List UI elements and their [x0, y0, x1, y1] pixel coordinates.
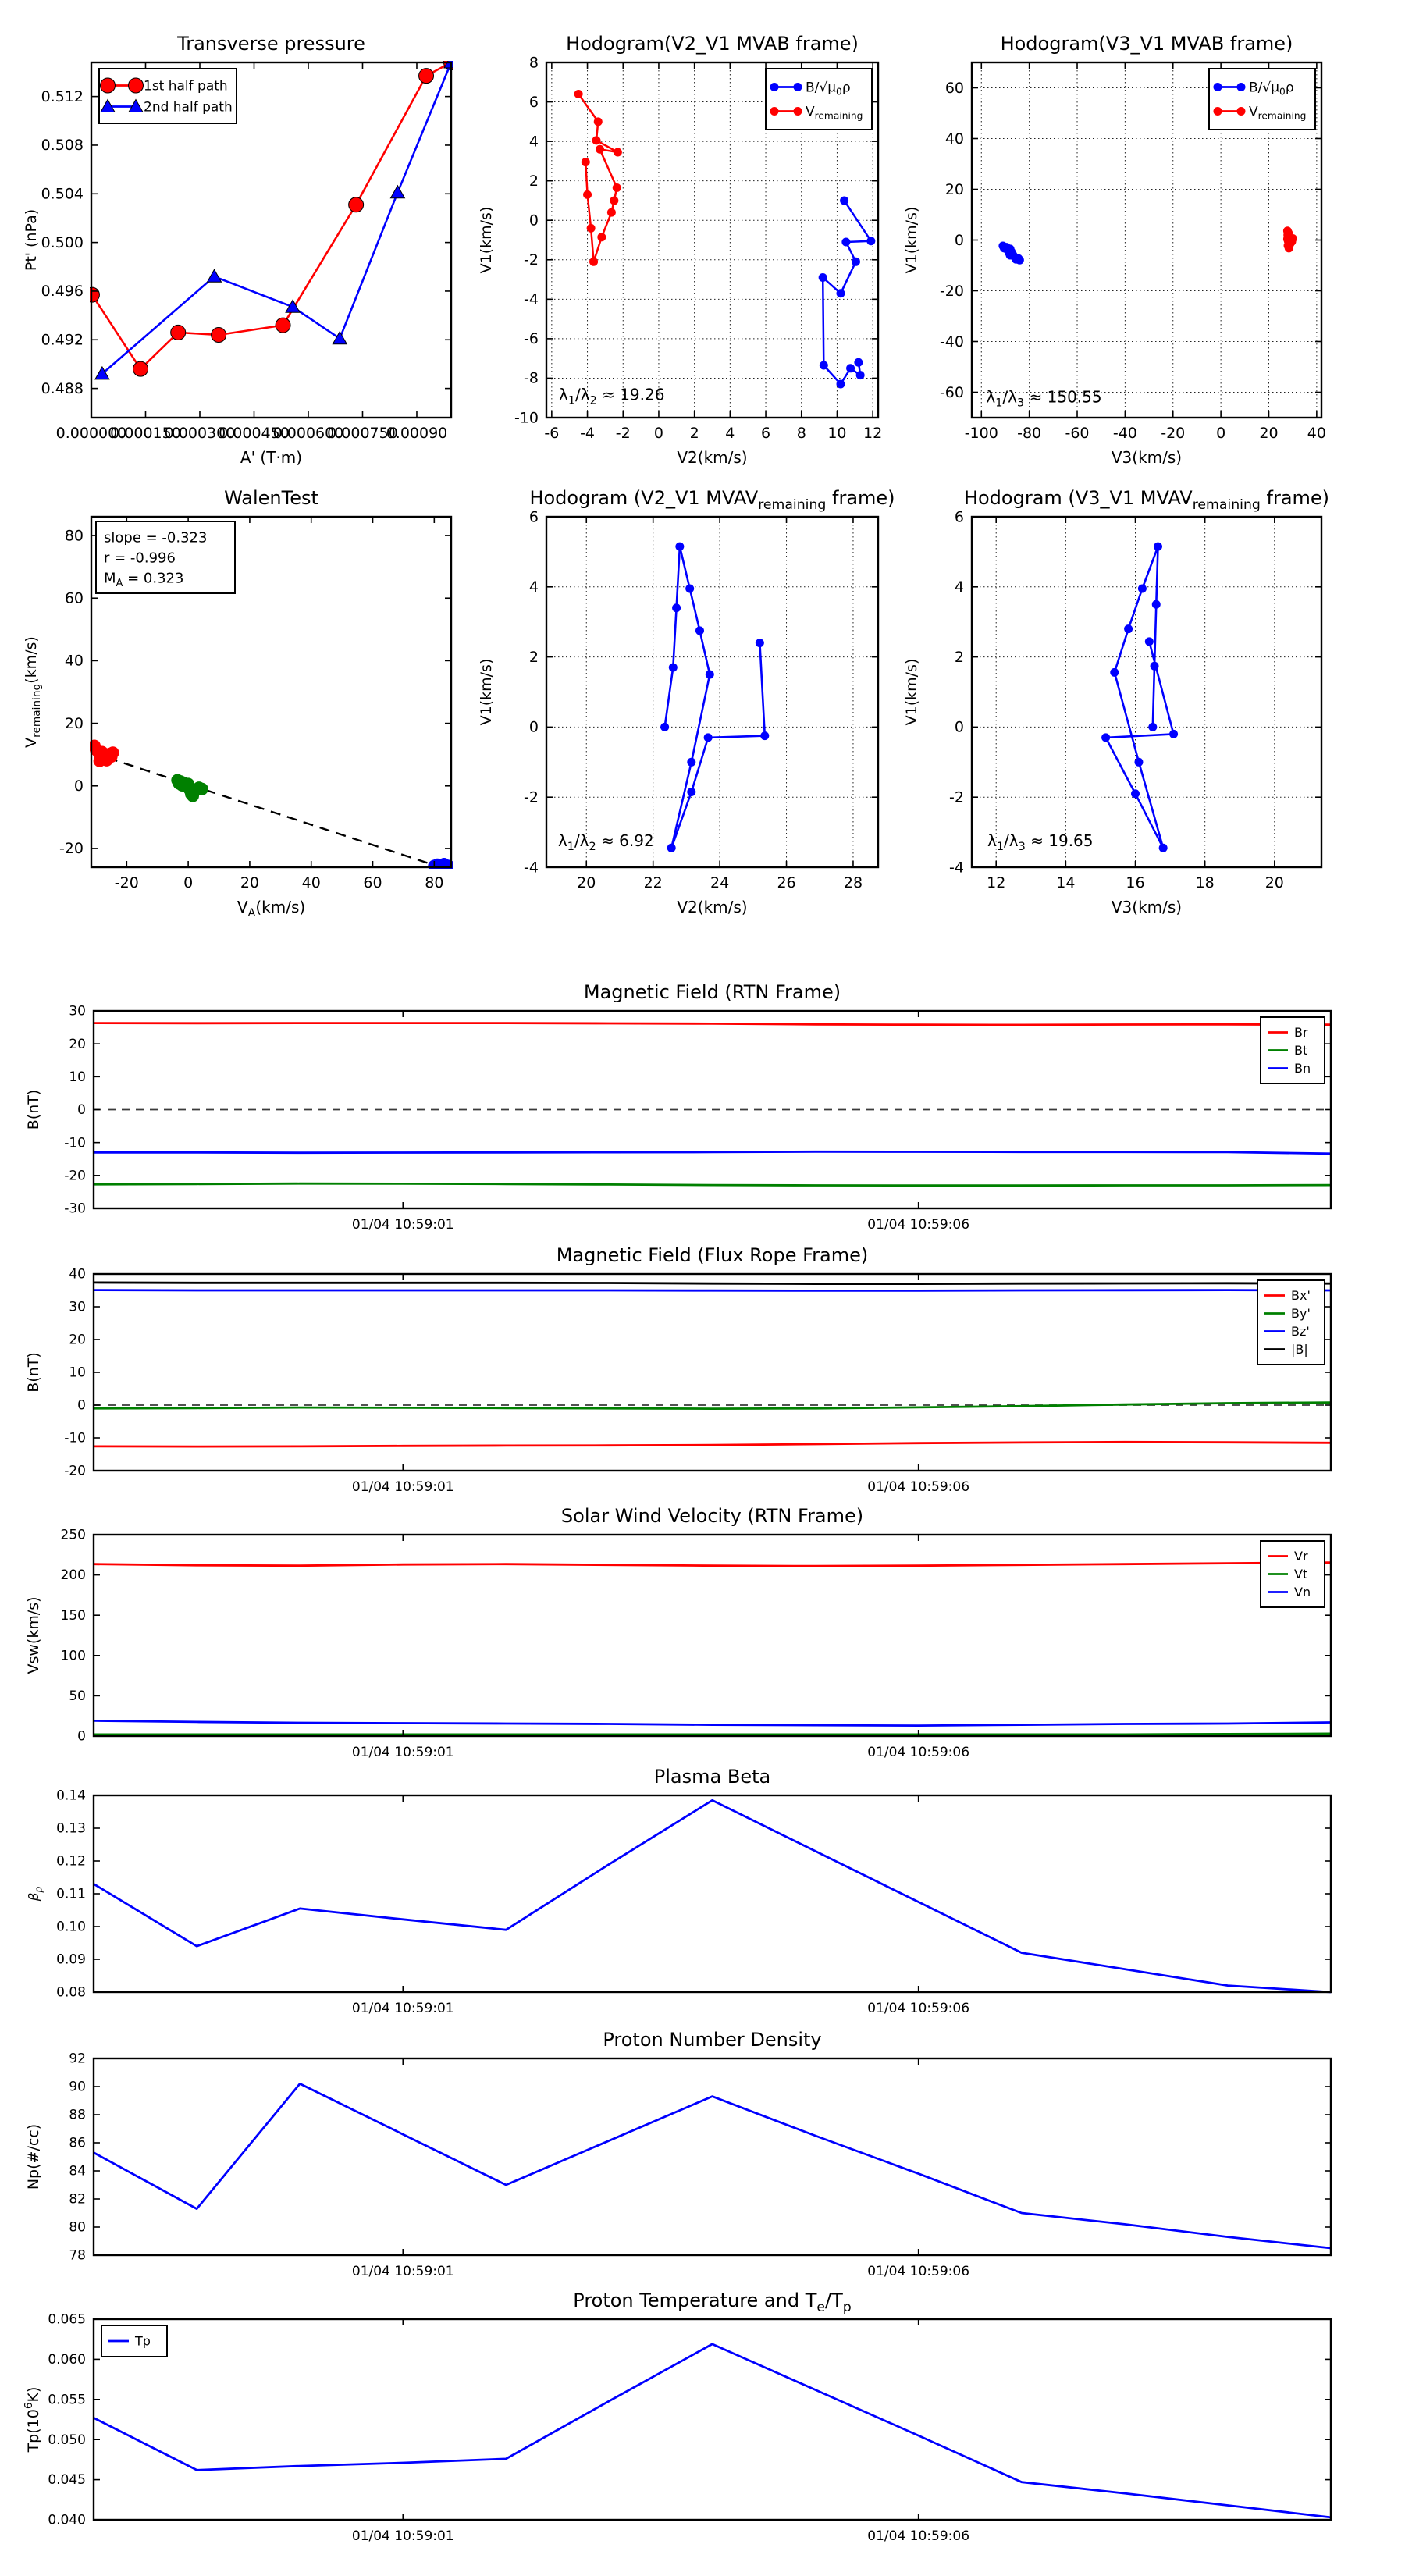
svg-text:r = -0.996: r = -0.996: [104, 550, 176, 567]
svg-text:30: 30: [69, 1299, 86, 1315]
svg-text:Hodogram(V2_V1 MVAB frame): Hodogram(V2_V1 MVAB frame): [566, 33, 859, 55]
svg-text:0.09: 0.09: [56, 1952, 86, 1968]
svg-text:82: 82: [69, 2191, 86, 2208]
svg-text:0.488: 0.488: [41, 379, 84, 397]
svg-text:-20: -20: [114, 874, 139, 891]
chart-hodogram-v3v1-mvav: [898, 478, 1345, 925]
svg-text:01/04 10:59:01: 01/04 10:59:01: [351, 1745, 454, 1760]
svg-text:92: 92: [69, 2051, 86, 2067]
svg-text:01/04 10:59:01: 01/04 10:59:01: [351, 2001, 454, 2016]
svg-text:40: 40: [64, 652, 84, 670]
svg-text:2: 2: [528, 172, 539, 190]
svg-text:0.08: 0.08: [56, 1984, 86, 2001]
svg-text:0.000600: 0.000600: [272, 425, 344, 442]
svg-text:80: 80: [425, 874, 444, 891]
svg-text:6: 6: [761, 425, 771, 442]
svg-text:-20: -20: [59, 840, 84, 858]
svg-text:250: 250: [60, 1527, 86, 1543]
svg-text:100: 100: [60, 1648, 86, 1664]
chart-proton-number-density: [20, 2019, 1354, 2313]
svg-text:0.11: 0.11: [56, 1886, 86, 1902]
svg-text:20: 20: [1259, 425, 1279, 442]
chart-hodogram-v2v1-mvav: [472, 478, 902, 925]
svg-text:60: 60: [64, 589, 84, 607]
svg-text:01/04 10:59:01: 01/04 10:59:01: [351, 1479, 454, 1495]
svg-text:Vremaining: $V_{remaining}$: [1249, 104, 1307, 122]
svg-text:22: 22: [643, 874, 663, 891]
svg-text:λ1/λ3 ≈ 150.55: $\lambda_1/\lambda_3 \approx 150.55$: [986, 387, 1102, 410]
svg-text:0: 0: [653, 425, 663, 442]
svg-text:60: 60: [363, 874, 382, 891]
svg-text:0.060: 0.060: [48, 2352, 86, 2368]
svg-text:0.000750: 0.000750: [327, 425, 398, 442]
svg-text:V2(km/s): V2(km/s): [677, 448, 748, 467]
svg-text:-10: -10: [514, 409, 539, 427]
svg-text:28: 28: [843, 874, 863, 891]
chart-magnetic-field-rtn: [20, 972, 1354, 1266]
chart-proton-temperature: [20, 2280, 1354, 2576]
svg-text:B(nT): B(nT): [25, 1089, 42, 1130]
svg-text:Vt: Vt: [1294, 1567, 1308, 1582]
svg-text:-2: -2: [615, 425, 631, 442]
svg-text:V1(km/s): V1(km/s): [478, 206, 495, 274]
svg-text:V1(km/s): V1(km/s): [903, 206, 920, 274]
svg-text:-20: -20: [939, 282, 964, 300]
svg-text:1st half path: 1st half path: [144, 78, 228, 94]
svg-text:2nd half path: 2nd half path: [144, 99, 233, 116]
svg-text:0.00090: 0.00090: [386, 425, 448, 442]
svg-text:B/√μ0ρ: $B/√\mu_0\rho$: [1249, 80, 1294, 98]
svg-text:-100: -100: [964, 425, 998, 442]
svg-text:0: 0: [183, 874, 194, 891]
svg-text:20: 20: [240, 874, 260, 891]
svg-text:20: 20: [69, 1332, 86, 1348]
svg-text:Tp: Tp: [135, 2333, 151, 2349]
svg-text:0.14: 0.14: [56, 1788, 86, 1804]
svg-text:0.055: 0.055: [48, 2392, 86, 2408]
svg-text:01/04 10:59:06: 01/04 10:59:06: [867, 1479, 970, 1495]
svg-text:-60: -60: [939, 383, 964, 401]
svg-text:slope = -0.323: slope = -0.323: [104, 529, 208, 546]
svg-text:4: 4: [528, 133, 539, 151]
svg-text:-6: -6: [544, 425, 560, 442]
svg-text:2: 2: [689, 425, 699, 442]
svg-text:0.050: 0.050: [48, 2432, 86, 2448]
svg-text:λ1/λ2 ≈ 6.92: $\lambda_1/\lambda_2 \approx 6.92$: [557, 831, 654, 854]
svg-text:λ1/λ3 ≈ 19.65: $\lambda_1/\lambda_3 \approx 19.65$: [987, 831, 1094, 854]
svg-text:0: 0: [77, 1397, 86, 1414]
svg-text:84: 84: [69, 2163, 86, 2179]
svg-text:0.045: 0.045: [48, 2472, 86, 2489]
svg-text:Transverse pressure: Transverse pressure: [177, 33, 365, 55]
svg-text:-20: -20: [64, 1168, 86, 1184]
svg-text:01/04 10:59:06: 01/04 10:59:06: [867, 2264, 970, 2279]
svg-text:0: 0: [73, 777, 84, 795]
svg-text:01/04 10:59:01: 01/04 10:59:01: [351, 2264, 454, 2279]
svg-text:6: 6: [528, 508, 539, 526]
chart-hodogram-v3v1-mvab: [898, 23, 1345, 475]
svg-text:A' (T·m): A' (T·m): [240, 448, 303, 467]
svg-text:-10: -10: [64, 1430, 86, 1446]
svg-text:20: 20: [944, 180, 964, 198]
svg-text:01/04 10:59:06: 01/04 10:59:06: [867, 1745, 970, 1760]
svg-text:-4: -4: [524, 290, 539, 308]
svg-text:V1(km/s): V1(km/s): [903, 658, 920, 726]
svg-text:0.500: 0.500: [41, 233, 84, 251]
svg-text:8: 8: [528, 54, 539, 72]
svg-text:40: 40: [944, 130, 964, 148]
svg-text:0: 0: [528, 718, 539, 736]
svg-text:16: 16: [1126, 874, 1145, 891]
svg-text:0.496: 0.496: [41, 283, 84, 301]
svg-text:2: 2: [528, 648, 539, 666]
svg-text:01/04 10:59:01: 01/04 10:59:01: [351, 1217, 454, 1233]
svg-text:-2: -2: [524, 251, 539, 269]
svg-text:8: 8: [796, 425, 806, 442]
svg-text:Hodogram (V2_V1 MVAVremaining: Hodogram (V2_V1 $MVAV_{remaining}$ frame): [529, 487, 895, 513]
svg-text:V3(km/s): V3(km/s): [1111, 898, 1183, 916]
svg-text:0.512: 0.512: [41, 87, 84, 105]
svg-text:|B|: |B|: [1291, 1342, 1308, 1357]
svg-text:Vremaining: $V_{remaining}$: [806, 104, 863, 122]
svg-text:V2(km/s): V2(km/s): [677, 898, 748, 916]
svg-text:0: 0: [528, 212, 539, 229]
svg-text:Pt' (nPa): Pt' (nPa): [23, 208, 40, 272]
svg-text:24: 24: [710, 874, 730, 891]
svg-text:-20: -20: [64, 1463, 86, 1479]
svg-text:0: 0: [954, 231, 964, 249]
chart-walen-test: [17, 478, 475, 925]
svg-text:-30: -30: [64, 1201, 86, 1217]
svg-text:150: 150: [60, 1607, 86, 1624]
svg-text:Magnetic Field (Flux Rope Fram: Magnetic Field (Flux Rope Frame): [556, 1244, 869, 1266]
svg-text:0.000000: 0.000000: [55, 425, 127, 442]
svg-text:78: 78: [69, 2247, 86, 2264]
svg-text:Bx': Bx': [1291, 1288, 1311, 1304]
svg-text:0.065: 0.065: [48, 2311, 86, 2328]
svg-text:-4: -4: [524, 859, 539, 877]
svg-text:6: 6: [954, 508, 964, 526]
svg-text:Proton Number Density: Proton Number Density: [603, 2029, 822, 2051]
svg-text:-2: -2: [524, 788, 539, 806]
svg-text:Tp(106K): $Tp(10^6K)$: [23, 2386, 42, 2453]
svg-text:12: 12: [987, 874, 1006, 891]
svg-text:0: 0: [954, 718, 964, 736]
svg-text:26: 26: [777, 874, 796, 891]
chart-solar-wind-velocity: [20, 1496, 1354, 1794]
svg-text:4: 4: [725, 425, 735, 442]
chart-plasma-beta: [20, 1756, 1354, 2050]
svg-text:01/04 10:59:06: 01/04 10:59:06: [867, 2528, 970, 2544]
svg-text:0.492: 0.492: [41, 331, 84, 349]
chart-hodogram-v2v1-mvab: [472, 23, 902, 475]
svg-text:Vsw(km/s): Vsw(km/s): [25, 1596, 42, 1674]
svg-text:01/04 10:59:01: 01/04 10:59:01: [351, 2528, 454, 2544]
chart-magnetic-field-fluxrope: [20, 1235, 1354, 1528]
svg-text:10: 10: [69, 1069, 86, 1085]
svg-text:86: 86: [69, 2135, 86, 2151]
svg-text:Vremaining(km/s): $V_{remaining}(km/s)$: [23, 636, 43, 748]
svg-text:20: 20: [577, 874, 596, 891]
svg-text:40: 40: [1307, 425, 1326, 442]
svg-text:0: 0: [77, 1102, 86, 1119]
svg-text:Np(#/cc): Np(#/cc): [25, 2123, 42, 2190]
svg-text:-10: -10: [64, 1135, 86, 1151]
svg-text:-80: -80: [1017, 425, 1042, 442]
svg-text:60: 60: [944, 79, 964, 97]
svg-text:01/04 10:59:06: 01/04 10:59:06: [867, 2001, 970, 2016]
svg-text:Br: Br: [1294, 1025, 1308, 1041]
svg-text:12: 12: [863, 425, 883, 442]
svg-text:V1(km/s): V1(km/s): [478, 658, 495, 726]
svg-text:Hodogram(V3_V1 MVAB frame): Hodogram(V3_V1 MVAB frame): [1000, 33, 1293, 55]
svg-text:Vn: Vn: [1294, 1585, 1311, 1600]
svg-text:Bz': Bz': [1291, 1324, 1310, 1340]
svg-text:Plasma Beta: Plasma Beta: [653, 1766, 771, 1788]
svg-text:MA = 0.323: $M_A = 0.323$: [104, 570, 184, 590]
svg-text:0.10: 0.10: [56, 1919, 86, 1935]
svg-text:01/04 10:59:06: 01/04 10:59:06: [867, 1217, 970, 1233]
svg-text:Proton Temperature and Te/Tp: Proton Temperature and $T_e/T_p$: [573, 2290, 852, 2315]
svg-text:18: 18: [1195, 874, 1215, 891]
svg-text:0.000150: 0.000150: [110, 425, 181, 442]
svg-text:WalenTest: WalenTest: [224, 487, 318, 509]
svg-text:B(nT): B(nT): [25, 1352, 42, 1393]
svg-text:B/√μ0ρ: $B/√\mu_0\rho$: [806, 80, 851, 98]
svg-text:-6: -6: [524, 330, 539, 348]
svg-text:0.508: 0.508: [41, 137, 84, 155]
svg-text:VA(km/s): $V_A(km/s)$: [237, 898, 306, 920]
svg-text:-4: -4: [949, 859, 964, 877]
svg-text:20: 20: [69, 1036, 86, 1052]
svg-text:0.000300: 0.000300: [164, 425, 236, 442]
svg-text:-20: -20: [1161, 425, 1186, 442]
svg-text:40: 40: [69, 1266, 86, 1283]
svg-text:0.504: 0.504: [41, 185, 84, 203]
svg-text:Vr: Vr: [1294, 1549, 1308, 1564]
svg-text:-2: -2: [949, 788, 964, 806]
svg-text:V3(km/s): V3(km/s): [1111, 448, 1183, 467]
svg-text:14: 14: [1056, 874, 1076, 891]
svg-text:0: 0: [77, 1728, 86, 1745]
svg-text:0.12: 0.12: [56, 1853, 86, 1870]
svg-text:-40: -40: [939, 333, 964, 350]
svg-text:10: 10: [69, 1364, 86, 1381]
svg-text:βp: $\beta_p$: [27, 1886, 44, 1902]
svg-text:90: 90: [69, 2079, 86, 2095]
svg-text:20: 20: [64, 714, 84, 732]
svg-text:30: 30: [69, 1003, 86, 1019]
svg-text:2: 2: [954, 648, 964, 666]
svg-text:40: 40: [301, 874, 321, 891]
svg-text:20: 20: [1264, 874, 1284, 891]
svg-text:0: 0: [1216, 425, 1226, 442]
svg-text:0.040: 0.040: [48, 2512, 86, 2528]
svg-text:-8: -8: [524, 369, 539, 387]
svg-text:By': By': [1291, 1306, 1311, 1322]
svg-text:Hodogram (V3_V1 MVAVremaining: Hodogram (V3_V1 $MVAV_{remaining}$ frame): [963, 487, 1330, 513]
svg-text:80: 80: [69, 2219, 86, 2236]
svg-text:10: 10: [827, 425, 847, 442]
svg-text:λ1/λ2 ≈ 19.26: $\lambda_1/\lambda_2 \approx 19.26$: [558, 385, 665, 407]
svg-text:Solar Wind Velocity (RTN Frame: Solar Wind Velocity (RTN Frame): [560, 1505, 864, 1527]
svg-text:Magnetic Field (RTN Frame): Magnetic Field (RTN Frame): [583, 981, 841, 1003]
svg-text:-40: -40: [1112, 425, 1137, 442]
svg-text:0.000450: 0.000450: [219, 425, 290, 442]
svg-text:80: 80: [64, 527, 84, 545]
svg-text:4: 4: [528, 578, 539, 596]
svg-text:88: 88: [69, 2107, 86, 2123]
svg-text:6: 6: [528, 93, 539, 111]
svg-text:-60: -60: [1065, 425, 1090, 442]
svg-text:50: 50: [69, 1688, 86, 1705]
chart-transverse-pressure: [17, 23, 475, 475]
svg-text:Bt: Bt: [1294, 1043, 1308, 1059]
svg-text:0.13: 0.13: [56, 1820, 86, 1837]
svg-text:Bn: Bn: [1294, 1061, 1311, 1076]
svg-text:200: 200: [60, 1567, 86, 1584]
svg-text:4: 4: [954, 578, 964, 596]
svg-text:-4: -4: [580, 425, 596, 442]
